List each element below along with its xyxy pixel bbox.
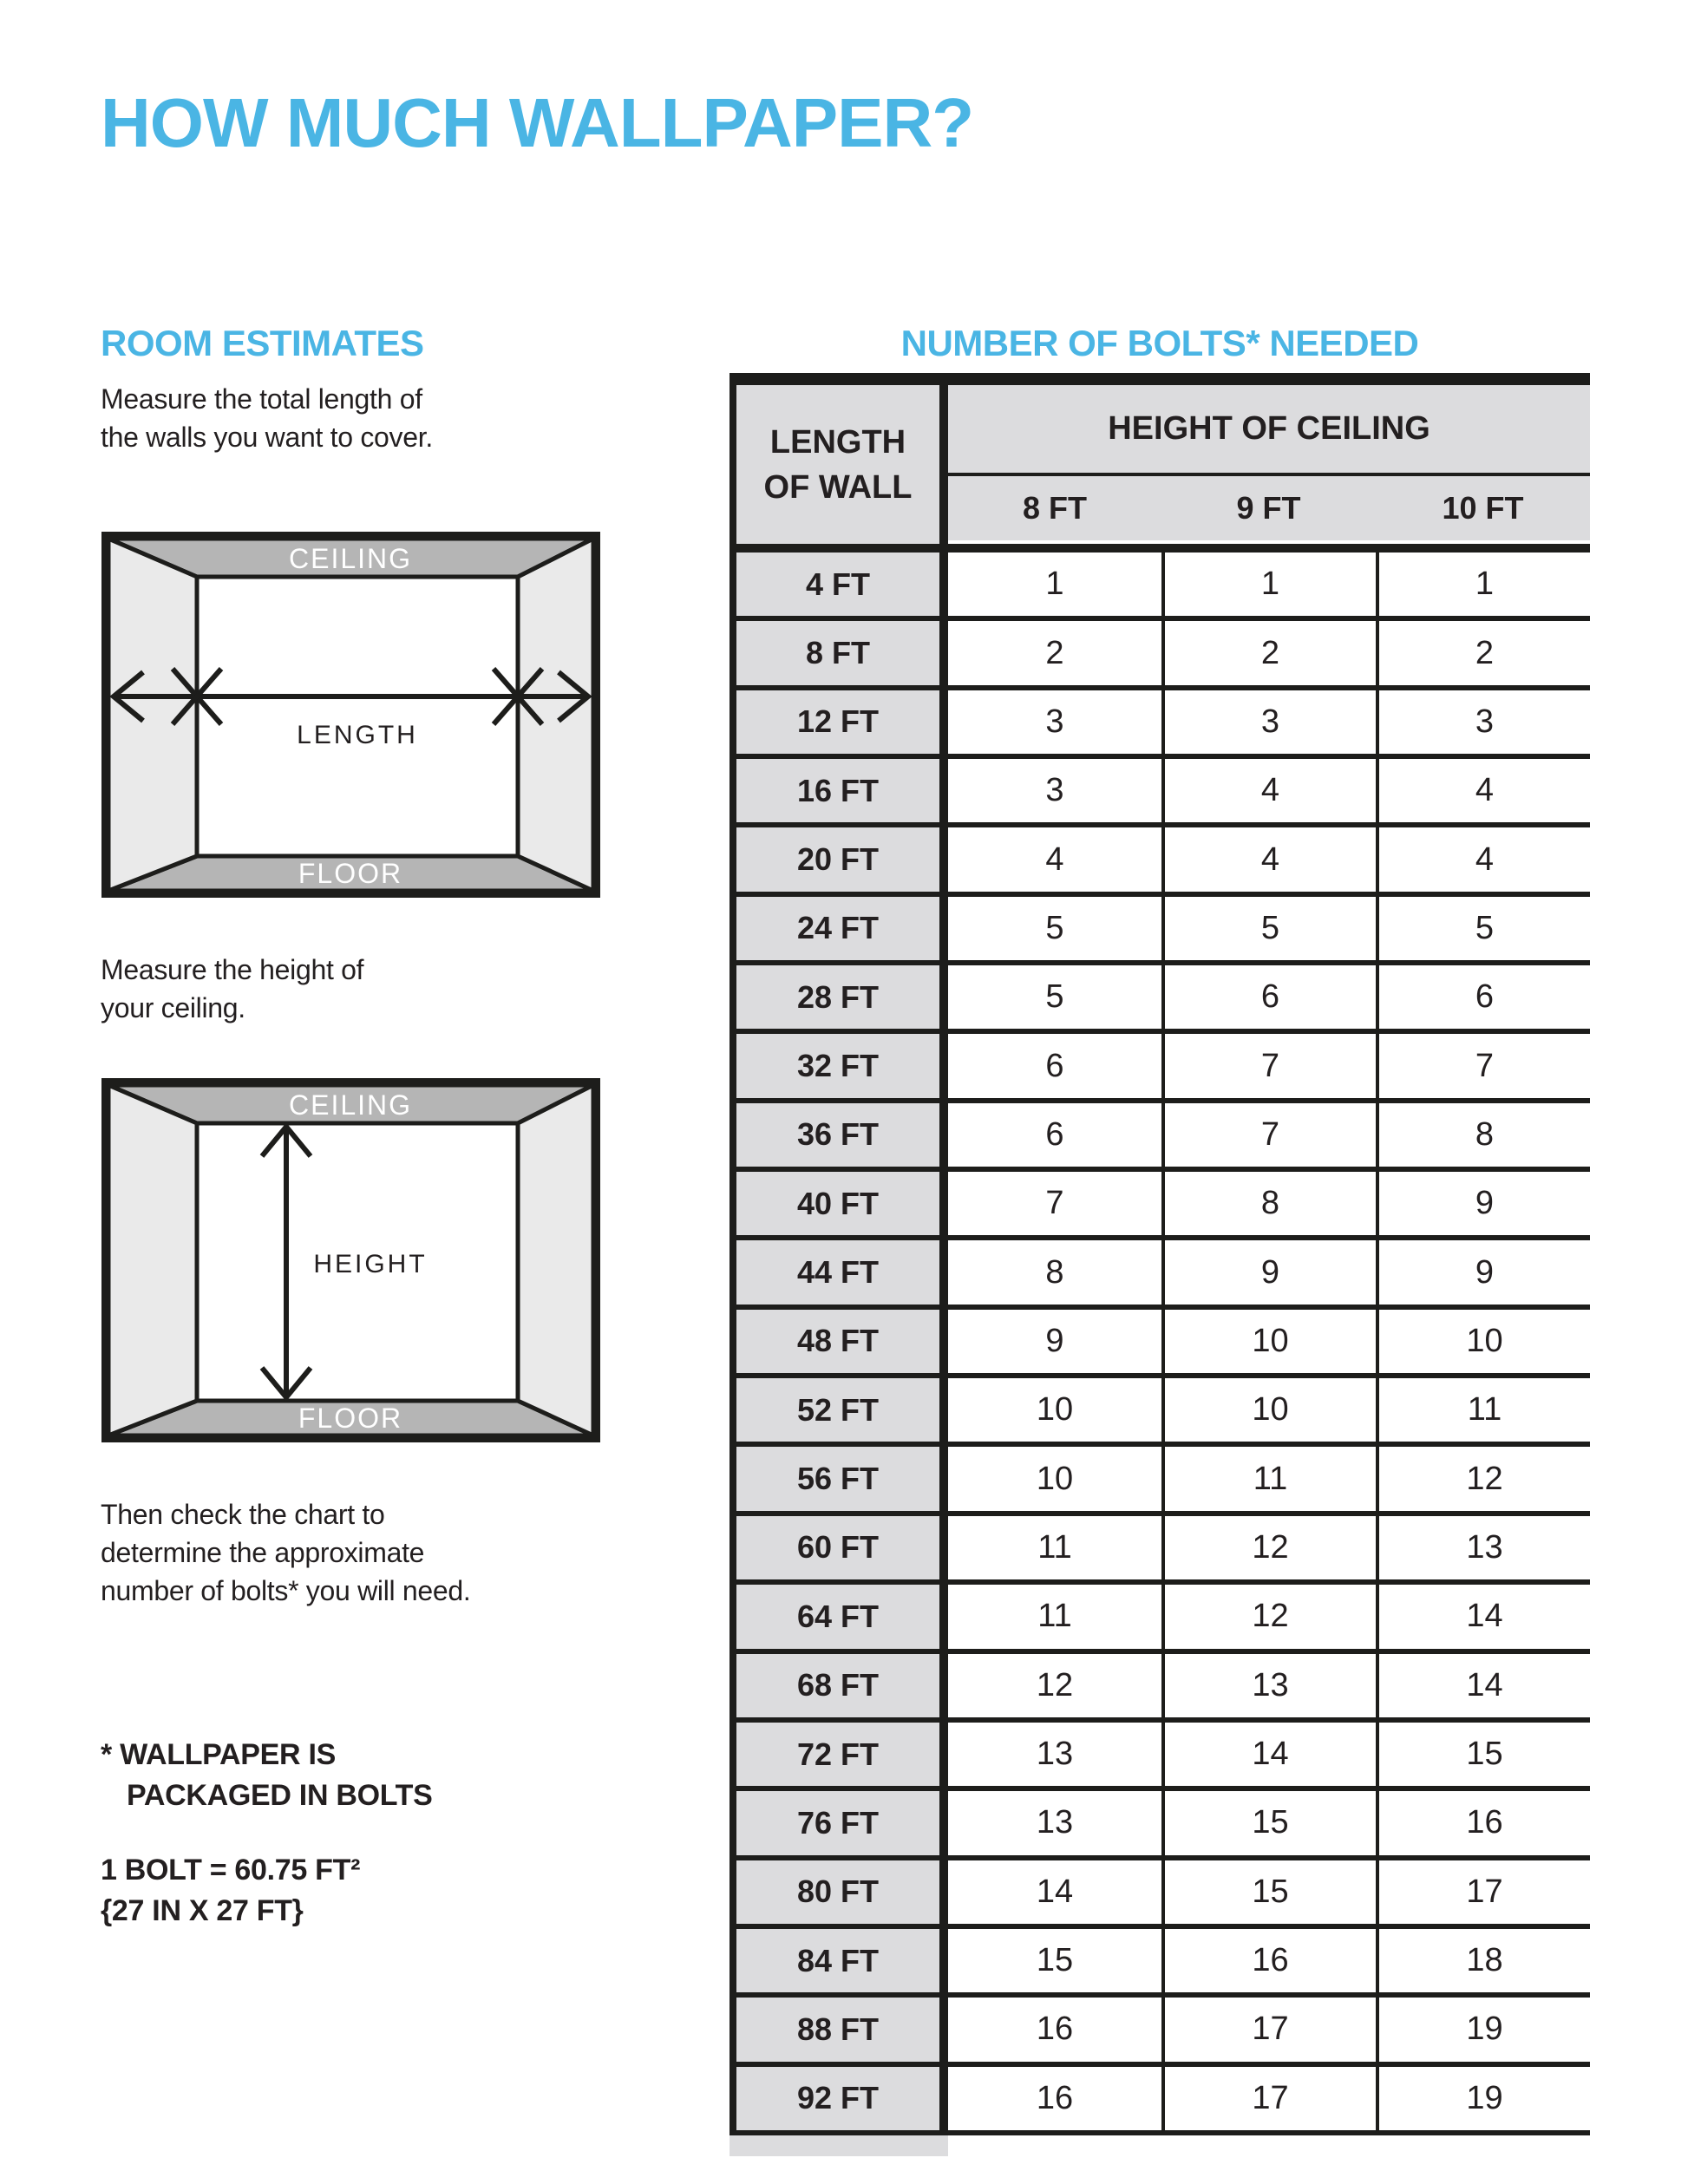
wall-length-cell: 28 FT xyxy=(730,965,948,1029)
wall-length-cell: 48 FT xyxy=(730,1310,948,1373)
bolt-count-cell: 12 xyxy=(1376,1447,1590,1510)
bolt-count-cell: 15 xyxy=(948,1929,1161,1992)
bolt-count-cell: 13 xyxy=(948,1723,1161,1786)
paragraph-line: number of bolts* you will need. xyxy=(101,1575,471,1606)
bolt-count-cell: 7 xyxy=(948,1172,1161,1235)
length-of-wall-header xyxy=(730,385,948,544)
room-length-diagram xyxy=(101,532,600,898)
right-wall-face xyxy=(518,1085,593,1435)
table-row xyxy=(730,1929,1590,1998)
header-line: LENGTH xyxy=(769,423,906,461)
bolt-count-cell: 3 xyxy=(948,690,1161,754)
table-row xyxy=(730,1240,1590,1309)
table-top-border xyxy=(730,373,1590,385)
bolt-count-cell: 6 xyxy=(948,1103,1161,1167)
column-header-8ft: 8 FT xyxy=(1022,490,1087,526)
table-row xyxy=(730,1310,1590,1378)
table-row xyxy=(730,1723,1590,1791)
wall-length-cell: 80 FT xyxy=(730,1860,948,1924)
table-row xyxy=(730,1172,1590,1240)
bolt-count-cell: 12 xyxy=(948,1654,1161,1717)
footnote-line: * WALLPAPER IS xyxy=(101,1738,336,1771)
bolt-count-cell: 16 xyxy=(1376,1791,1590,1854)
bolt-count-cell: 1 xyxy=(1161,553,1376,616)
footnote-line: PACKAGED IN BOLTS xyxy=(127,1779,433,1812)
table-row xyxy=(730,965,1590,1034)
table-row xyxy=(730,1516,1590,1585)
header-divider xyxy=(730,544,1590,553)
wall-length-cell: 88 FT xyxy=(730,1998,948,2061)
bolt-count-cell: 1 xyxy=(948,553,1161,616)
bolt-count-cell: 10 xyxy=(948,1378,1161,1442)
paragraph-line: determine the approximate xyxy=(101,1537,425,1568)
wall-length-cell: 64 FT xyxy=(730,1585,948,1648)
table-row xyxy=(730,690,1590,759)
bolt-count-cell: 17 xyxy=(1161,1998,1376,2061)
wall-length-cell: 40 FT xyxy=(730,1172,948,1235)
floor-label: FLOOR xyxy=(298,858,403,889)
wall-length-cell: 60 FT xyxy=(730,1516,948,1579)
bolt-count-cell: 6 xyxy=(948,1034,1161,1097)
bolt-count-cell: 3 xyxy=(1161,690,1376,754)
wall-length-cell: 20 FT xyxy=(730,827,948,891)
table-row xyxy=(730,1860,1590,1929)
table-header xyxy=(730,385,1590,544)
bolt-count-cell: 5 xyxy=(1161,897,1376,960)
wall-length-cell: 56 FT xyxy=(730,1447,948,1510)
table-row xyxy=(730,1791,1590,1860)
bolt-count-cell: 5 xyxy=(948,965,1161,1029)
bolt-count-cell: 9 xyxy=(948,1310,1161,1373)
bolt-count-cell: 10 xyxy=(1376,1310,1590,1373)
bolt-count-cell: 13 xyxy=(1161,1654,1376,1717)
column-header-10ft: 10 FT xyxy=(1442,490,1524,526)
measure-height-paragraph xyxy=(101,951,363,1027)
height-of-ceiling-header: HEIGHT OF CEILING xyxy=(948,385,1590,476)
bolt-count-cell: 4 xyxy=(1376,827,1590,891)
table-row xyxy=(730,1654,1590,1723)
bolt-count-cell: 12 xyxy=(1161,1585,1376,1648)
bolt-count-cell: 19 xyxy=(1376,1998,1590,2061)
bolt-count-cell: 7 xyxy=(1376,1034,1590,1097)
bolt-count-cell: 2 xyxy=(1376,621,1590,684)
right-wall-face xyxy=(518,539,593,891)
bolt-count-cell: 2 xyxy=(948,621,1161,684)
wall-length-cell: 12 FT xyxy=(730,690,948,754)
wall-length-cell: 24 FT xyxy=(730,897,948,960)
table-row xyxy=(730,621,1590,690)
bolt-count-cell: 16 xyxy=(948,2067,1161,2130)
bolt-count-cell: 14 xyxy=(1376,1585,1590,1648)
bolt-count-cell: 14 xyxy=(948,1860,1161,1924)
bolt-count-cell: 14 xyxy=(1376,1654,1590,1717)
bolt-count-cell: 8 xyxy=(1161,1172,1376,1235)
bolt-count-cell: 15 xyxy=(1161,1860,1376,1924)
bolt-count-cell: 6 xyxy=(1376,965,1590,1029)
table-row xyxy=(730,1447,1590,1515)
wall-length-cell: 68 FT xyxy=(730,1654,948,1717)
bolt-count-cell: 15 xyxy=(1161,1791,1376,1854)
page-title: HOW MUCH WALLPAPER? xyxy=(101,84,974,161)
table-row xyxy=(730,759,1590,827)
column-header-9ft: 9 FT xyxy=(1236,490,1301,526)
length-label: LENGTH xyxy=(297,721,418,749)
bolt-count-cell: 18 xyxy=(1376,1929,1590,1992)
bolt-count-cell: 12 xyxy=(1161,1516,1376,1579)
bolts-footnote xyxy=(101,1735,433,1816)
table-row xyxy=(730,2067,1590,2135)
bolt-count-cell: 9 xyxy=(1161,1240,1376,1304)
bolt-count-cell: 1 xyxy=(1376,553,1590,616)
paragraph-line: your ceiling. xyxy=(101,992,245,1023)
bolt-count-cell: 10 xyxy=(948,1447,1161,1510)
table-row xyxy=(730,1378,1590,1447)
bolt-count-cell: 11 xyxy=(948,1585,1161,1648)
bolt-count-cell: 13 xyxy=(948,1791,1161,1854)
measure-length-paragraph xyxy=(101,380,433,456)
bolt-count-cell: 8 xyxy=(1376,1103,1590,1167)
bolt-count-cell: 15 xyxy=(1376,1723,1590,1786)
bolt-definition-line: {27 IN X 27 FT} xyxy=(101,1894,304,1927)
bolt-count-cell: 17 xyxy=(1161,2067,1376,2130)
bolt-count-cell: 2 xyxy=(1161,621,1376,684)
bolt-count-cell: 4 xyxy=(1161,759,1376,822)
left-wall-face xyxy=(108,1085,197,1435)
table-row xyxy=(730,553,1590,621)
wall-length-cell: 8 FT xyxy=(730,621,948,684)
floor-label: FLOOR xyxy=(298,1403,403,1434)
wall-length-cell: 32 FT xyxy=(730,1034,948,1097)
bolt-count-cell: 16 xyxy=(1161,1929,1376,1992)
bolt-count-cell: 11 xyxy=(948,1516,1161,1579)
room-height-diagram xyxy=(101,1078,600,1442)
bolt-count-cell: 4 xyxy=(948,827,1161,891)
bolt-count-cell: 9 xyxy=(1376,1240,1590,1304)
bolt-count-cell: 10 xyxy=(1161,1378,1376,1442)
bolt-count-cell: 14 xyxy=(1161,1723,1376,1786)
wall-length-cell: 52 FT xyxy=(730,1378,948,1442)
bolt-definition xyxy=(101,1850,360,1932)
back-wall-face xyxy=(197,577,518,856)
bolt-count-cell: 7 xyxy=(1161,1034,1376,1097)
bolt-count-cell: 19 xyxy=(1376,2067,1590,2130)
ceiling-label: CEILING xyxy=(288,543,413,574)
wall-length-cell: 16 FT xyxy=(730,759,948,822)
paragraph-line: Measure the height of xyxy=(101,954,364,985)
height-label: HEIGHT xyxy=(313,1250,428,1278)
header-line: OF WALL xyxy=(763,468,913,506)
paragraph-line: Measure the total length of xyxy=(101,383,422,415)
bolt-count-cell: 11 xyxy=(1161,1447,1376,1510)
table-row xyxy=(730,1103,1590,1172)
bolt-count-cell: 5 xyxy=(948,897,1161,960)
room-estimates-heading: ROOM ESTIMATES xyxy=(101,323,424,363)
bolt-count-cell: 3 xyxy=(948,759,1161,822)
bolt-count-cell: 17 xyxy=(1376,1860,1590,1924)
table-row xyxy=(730,1998,1590,2066)
bolt-count-cell: 16 xyxy=(948,1998,1161,2061)
bolt-count-cell: 11 xyxy=(1376,1378,1590,1442)
bolt-count-cell: 4 xyxy=(1161,827,1376,891)
bolt-count-cell: 5 xyxy=(1376,897,1590,960)
table-row xyxy=(730,827,1590,896)
wall-length-cell: 36 FT xyxy=(730,1103,948,1167)
wall-length-cell: 44 FT xyxy=(730,1240,948,1304)
bolt-count-cell: 7 xyxy=(1161,1103,1376,1167)
bolt-count-cell: 13 xyxy=(1376,1516,1590,1579)
bolt-definition-line: 1 BOLT = 60.75 FT² xyxy=(101,1854,361,1886)
bolt-count-cell: 6 xyxy=(1161,965,1376,1029)
table-row xyxy=(730,1585,1590,1653)
table-row xyxy=(730,1034,1590,1102)
ceiling-height-subheaders xyxy=(948,476,1590,540)
bolt-count-cell: 10 xyxy=(1161,1310,1376,1373)
paragraph-line: the walls you want to cover. xyxy=(101,422,433,453)
bolt-count-cell: 3 xyxy=(1376,690,1590,754)
bolt-count-cell: 8 xyxy=(948,1240,1161,1304)
bolts-needed-heading: NUMBER OF BOLTS* NEEDED xyxy=(900,323,1419,363)
ceiling-label: CEILING xyxy=(288,1089,413,1121)
wall-length-cell: 84 FT xyxy=(730,1929,948,1992)
table-bottom-stub xyxy=(730,2135,948,2156)
bolt-count-cell: 9 xyxy=(1376,1172,1590,1235)
wall-length-cell: 92 FT xyxy=(730,2067,948,2130)
check-chart-paragraph xyxy=(101,1495,471,1610)
bolt-count-cell: 4 xyxy=(1376,759,1590,822)
wall-length-cell: 76 FT xyxy=(730,1791,948,1854)
table-rows xyxy=(730,553,1590,2135)
wall-length-cell: 4 FT xyxy=(730,553,948,616)
wall-length-cell: 72 FT xyxy=(730,1723,948,1786)
bolts-table xyxy=(730,373,1590,2156)
table-row xyxy=(730,897,1590,965)
paragraph-line: Then check the chart to xyxy=(101,1499,385,1530)
height-of-ceiling-group xyxy=(948,385,1590,544)
